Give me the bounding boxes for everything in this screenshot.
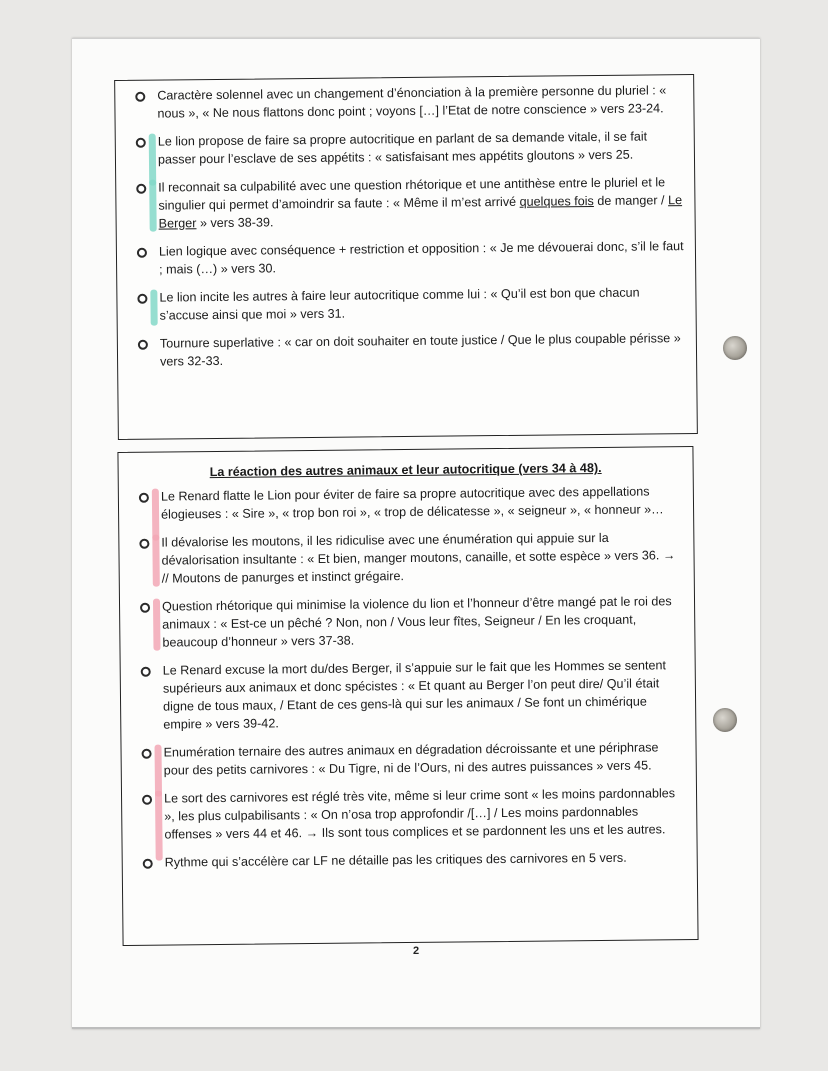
list-item	[139, 738, 685, 780]
page-number: 2	[412, 945, 420, 957]
bullet-circle-icon	[136, 138, 146, 148]
item-text: Le lion incite les autres à faire leur autocritique comme lui : « Qu’il est bon que chacun s’accuse ainsi que moi » vers 31.	[159, 285, 640, 323]
bullet-circle-icon	[143, 859, 153, 869]
teal-highlight-mark	[149, 180, 157, 232]
bullet-circle-icon	[140, 603, 150, 613]
list-item	[135, 283, 685, 325]
item-text-start: Il reconnait sa culpabilité avec une question rhétorique et une antithèse entre le pluriel et le singulier qui permet d’amoindrir sa faute : « Même il m’est arrivé	[158, 175, 666, 213]
bullet-circle-icon	[135, 92, 145, 102]
bullet-circle-icon	[141, 667, 151, 677]
bullet-circle-icon	[142, 795, 152, 805]
list-item	[134, 127, 684, 169]
pink-highlight-mark	[153, 599, 161, 651]
pink-highlight-mark	[155, 791, 163, 861]
list-item	[138, 592, 685, 652]
underlined-text: Le Berger	[158, 193, 683, 231]
item-text-end: » vers 38-39.	[196, 215, 274, 231]
item-text: Tournure superlative : « car on doit souhaiter en toute justice / Que le plus coupable périsse » vers 32-33.	[159, 331, 681, 369]
document-page	[72, 38, 760, 1029]
bullet-circle-icon	[137, 294, 147, 304]
section-title: La réaction des autres animaux et leur autocritique (vers 34 à 48).	[209, 460, 602, 480]
item-text: Caractère solennel avec un changement d’énonciation à la première personne du pluriel : « nous », « Ne nous flattons donc point ; voyons […] l’Etat de notre conscience » vers 23-24.	[157, 83, 667, 121]
item-text: Le lion propose de faire sa propre autocritique en parlant de sa demande vitale, il se fait passer pour l’esclave de ses appétits : « satisfaisant mes appétits gloutons » vers 25.	[157, 129, 648, 167]
bullet-circle-icon	[139, 539, 149, 549]
item-text: Rythme qui s’accélère car LF ne détaille pas les critiques des carnivores en 5 vers.	[164, 850, 627, 870]
item-text: Il dévalorise les moutons, il les ridiculise avec une énumération qui appuie sur la dévalorisation insultante : « Et bien, manger moutons, canaille, et sotte espèce » vers 36. → // Moutons de panurges et instinct grégaire.	[161, 530, 676, 586]
pink-highlight-mark	[152, 535, 160, 587]
bullet-circle-icon	[139, 493, 149, 503]
item-text: Enumération ternaire des autres animaux en dégradation décroissante et une périphrase pour des petits carnivores : « Du Tigre, ni de l’Ours, ni des autres puissances » vers 45.	[163, 740, 659, 778]
bullet-list-animals	[119, 482, 697, 872]
item-text-middle: de manger /	[593, 193, 669, 209]
bullet-circle-icon	[136, 184, 146, 194]
bullet-circle-icon	[137, 248, 147, 258]
list-item	[136, 329, 686, 371]
item-text: Le Renard flatte le Lion pour éviter de faire sa propre autocritique avec des appellations élogieuses : « Sire », « trop bon roi », « trop de délicatesse », « seigneur », « honneur »…	[160, 484, 664, 522]
list-item	[141, 848, 687, 872]
teal-highlight-mark	[150, 290, 157, 326]
analysis-box-animals	[117, 446, 698, 946]
list-item	[135, 237, 685, 279]
bullet-circle-icon	[142, 749, 152, 759]
bullet-circle-icon	[138, 340, 148, 350]
list-item	[139, 656, 686, 734]
punch-hole-icon	[723, 336, 747, 360]
analysis-box-lion	[114, 74, 698, 440]
underlined-text: quelques fois	[519, 194, 594, 209]
list-item	[137, 528, 684, 588]
item-text: Lien logique avec conséquence + restriction et opposition : « Je me dévouerai donc, s’il le faut ; mais (…) » vers 30.	[158, 239, 684, 277]
punch-hole-icon	[713, 708, 737, 732]
item-text: Question rhétorique qui minimise la violence du lion et l’honneur d’être mangé pat le roi des animaux : « Est-ce un pêché ? Non, non / Vous leur fîtes, Seigneur / En les croquant, beaucoup d’honneur » vers 37-38.	[161, 594, 672, 650]
item-text: Le sort des carnivores est réglé très vite, même si leur crime sont « les moins pardonnables », les plus culpabilisants : « On n’osa trop approfondir /[…] / Les moins pardonnables offenses » vers 44 et 46. → Ils sont tous complices et se pardonnent les uns et les autres.	[163, 786, 676, 842]
item-text: Le Renard excuse la mort du/des Berger, il s’appuie sur le fait que les Hommes se sentent supérieurs aux animaux et donc spécistes : « Et quant au Berger l’on peut dire/ Qu’il était digne de tous maux, / Etant de ces gens-là qui sur les animaux / Se font un chimérique empire » vers 39-42.	[162, 658, 667, 732]
list-item	[140, 784, 687, 844]
list-item	[137, 482, 683, 524]
list-item	[133, 81, 683, 123]
bullet-list-lion	[115, 75, 696, 371]
list-item	[134, 173, 685, 233]
